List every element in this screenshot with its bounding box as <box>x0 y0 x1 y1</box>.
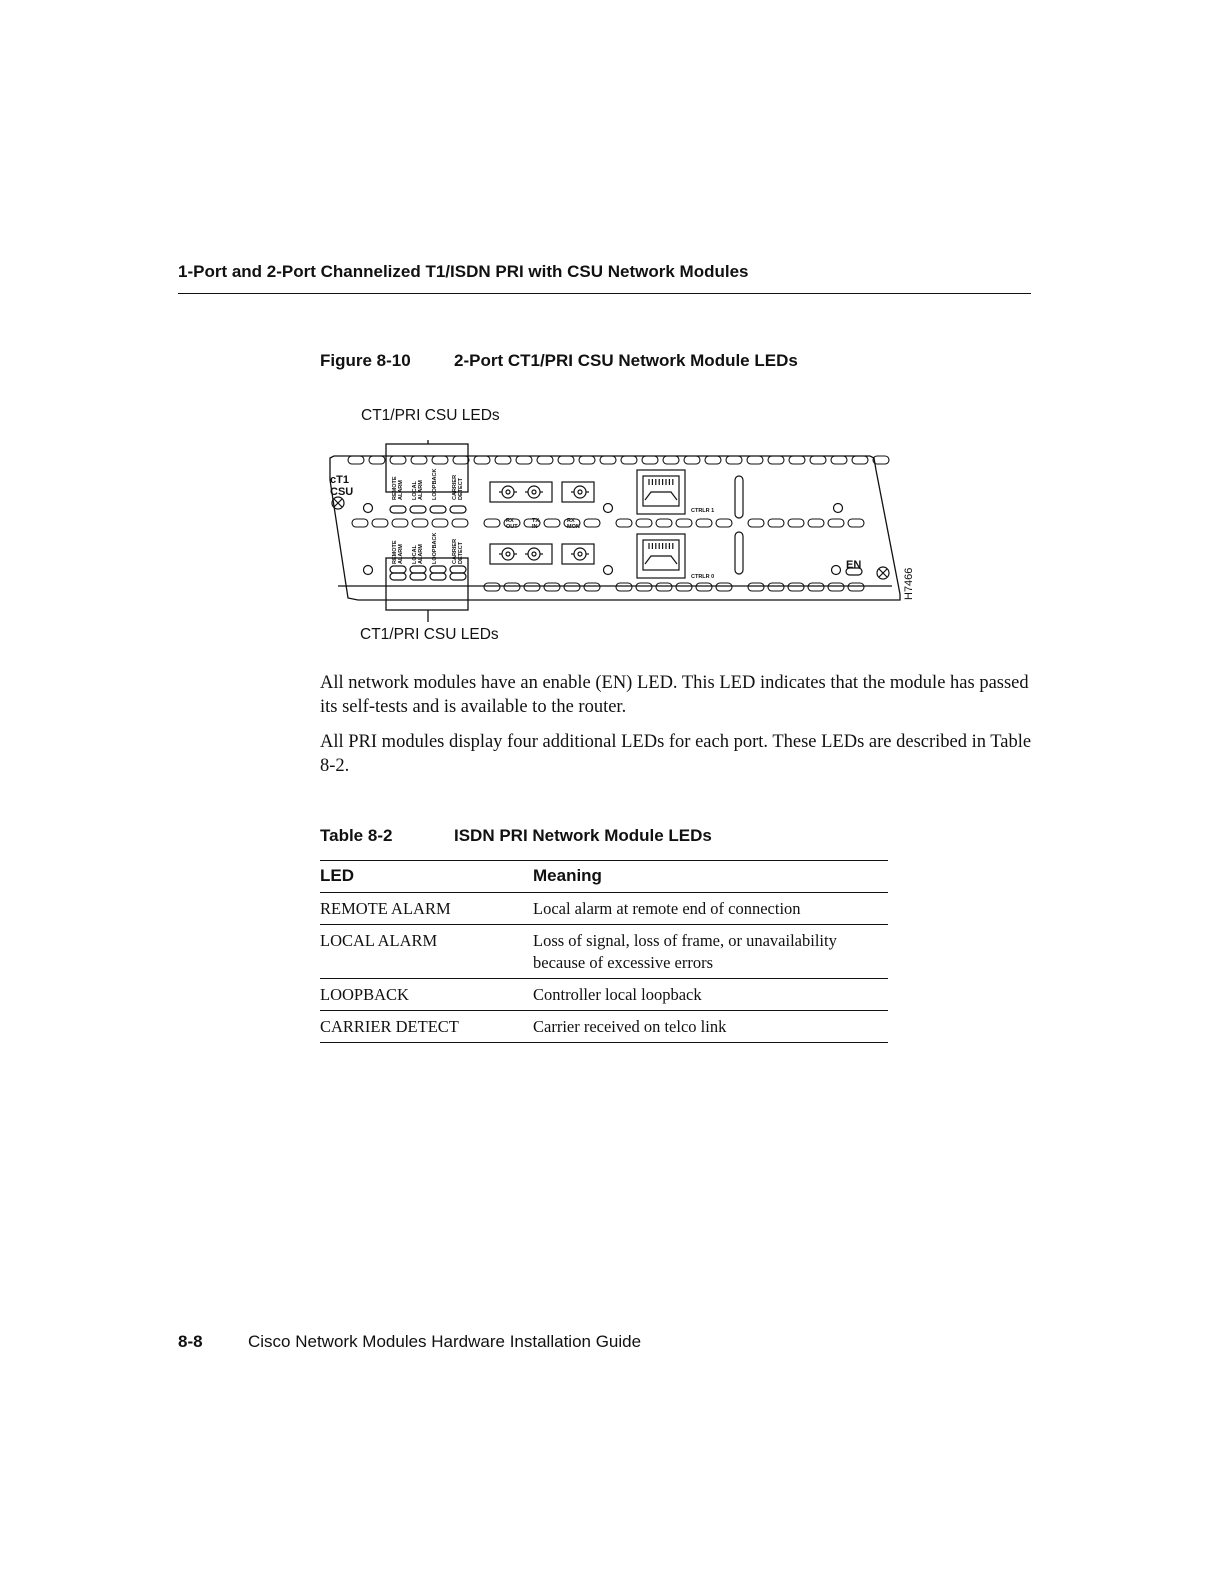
led-label: ALARM <box>398 480 404 500</box>
vent-slot <box>495 456 511 464</box>
vent-slot <box>636 519 652 527</box>
vent-slot <box>642 456 658 464</box>
led-indicator <box>430 573 446 580</box>
vent-slot <box>705 456 721 464</box>
vent-slot <box>390 456 406 464</box>
bnc-connector <box>528 548 540 560</box>
vent-slot <box>828 583 844 591</box>
vent-slot <box>484 519 500 527</box>
vent-slot <box>474 456 490 464</box>
vent-slot <box>810 456 826 464</box>
running-header: 1-Port and 2-Port Channelized T1/ISDN PRI with CSU Network Modules <box>178 262 749 281</box>
led-label: ALARM <box>398 544 404 564</box>
led-label: DETECT <box>458 478 464 500</box>
vent-slot <box>748 519 764 527</box>
led-label: DETECT <box>458 542 464 564</box>
vent-slot <box>484 583 500 591</box>
vent-slot <box>656 583 672 591</box>
vent-slot <box>432 456 448 464</box>
bnc-label: IN <box>532 524 538 530</box>
mounting-hole <box>364 504 373 513</box>
vent-slot <box>663 456 679 464</box>
vent-slot <box>452 519 468 527</box>
vent-slot <box>616 519 632 527</box>
callout-top-label: CT1/PRI CSU LEDs <box>361 407 500 424</box>
figure-caption <box>320 351 798 371</box>
vent-slot <box>600 456 616 464</box>
cell-meaning: Local alarm at remote end of connection <box>533 893 888 925</box>
table-number: Table 8-2 <box>320 826 393 845</box>
vent-slot <box>656 519 672 527</box>
led-label: LOOPBACK <box>432 468 438 500</box>
vent-slot <box>616 583 632 591</box>
led-indicator <box>390 566 406 573</box>
vent-slot <box>369 456 385 464</box>
mounting-hole <box>834 504 843 513</box>
vent-slot <box>831 456 847 464</box>
led-label: LOOPBACK <box>432 532 438 564</box>
cell-led: LOCAL ALARM <box>320 925 533 979</box>
led-label: REMOTE <box>392 476 398 500</box>
vent-slot <box>696 583 712 591</box>
callout-bottom-label: CT1/PRI CSU LEDs <box>360 626 499 643</box>
slot-rail <box>735 532 743 574</box>
mounting-hole <box>832 566 841 575</box>
vent-slot <box>392 519 408 527</box>
paragraph-pri-leds: All PRI modules display four additional LEDs for each port. These LEDs are described in Table 8-2. <box>320 732 1032 776</box>
vent-slot <box>516 456 532 464</box>
cell-led: LOOPBACK <box>320 979 533 1011</box>
vent-slot <box>411 456 427 464</box>
vent-slot <box>828 519 844 527</box>
table-header-row <box>320 861 888 893</box>
faceplate-slots <box>348 456 889 591</box>
vent-slot <box>726 456 742 464</box>
led-label: ALARM <box>418 480 424 500</box>
mounting-hole <box>364 566 373 575</box>
bnc-pin <box>506 552 510 556</box>
bnc-label: RX <box>567 518 575 524</box>
vent-slot <box>808 519 824 527</box>
vent-slot <box>676 519 692 527</box>
faceplate-outline <box>330 456 900 600</box>
vent-slot <box>768 583 784 591</box>
led-indicator <box>450 566 466 573</box>
cell-meaning: Carrier received on telco link <box>533 1011 888 1043</box>
vent-slot <box>768 519 784 527</box>
led-indicator <box>390 573 406 580</box>
header-meaning: Meaning <box>533 861 888 893</box>
vent-slot <box>621 456 637 464</box>
paragraph-enable-led: All network modules have an enable (EN) LED. This LED indicates that the module has passed its self-tests and is available to the router. <box>320 673 1029 717</box>
table-row <box>320 893 888 925</box>
vent-slot <box>684 456 700 464</box>
header-led: LED <box>320 861 533 893</box>
page-number: 8-8 <box>178 1332 203 1351</box>
vent-slot <box>636 583 652 591</box>
bnc-connector <box>574 486 586 498</box>
led-indicator <box>450 506 466 513</box>
vent-slot <box>848 583 864 591</box>
led-label: CARRIER <box>452 474 458 500</box>
vent-slot <box>584 583 600 591</box>
vent-slot <box>768 456 784 464</box>
bnc-label: OUT <box>506 524 518 530</box>
bnc-pin <box>578 552 582 556</box>
vent-slot <box>504 583 520 591</box>
bnc-pin <box>506 490 510 494</box>
figure-title: 2-Port CT1/PRI CSU Network Module LEDs <box>454 351 798 370</box>
vent-slot <box>716 583 732 591</box>
bnc-pin <box>578 490 582 494</box>
vent-slot <box>524 583 540 591</box>
network-module-figure <box>318 440 918 626</box>
vent-slot <box>788 519 804 527</box>
vent-slot <box>348 456 364 464</box>
cell-meaning: Loss of signal, loss of frame, or unavailability because of excessive errors <box>533 925 888 979</box>
vent-slot <box>747 456 763 464</box>
module-label-csu: CSU <box>330 486 354 498</box>
art-id: H7466 <box>903 567 915 600</box>
led-indicator <box>430 506 446 513</box>
table-title: ISDN PRI Network Module LEDs <box>454 826 712 845</box>
header-rule <box>178 293 1031 294</box>
led-indicator <box>430 566 446 573</box>
table-row <box>320 1011 888 1043</box>
bnc-connector <box>502 548 514 560</box>
vent-slot <box>716 519 732 527</box>
vent-slot <box>352 519 368 527</box>
table-row <box>320 979 888 1011</box>
bnc-label: MON <box>567 524 580 530</box>
bnc-pin <box>532 552 536 556</box>
module-label-ct1: cT1 <box>330 474 349 486</box>
vent-slot <box>432 519 448 527</box>
vent-slot <box>696 519 712 527</box>
vent-slot <box>564 583 580 591</box>
led-indicator <box>390 506 406 513</box>
vent-slot <box>544 583 560 591</box>
book-title: Cisco Network Modules Hardware Installation Guide <box>248 1332 642 1351</box>
vent-slot <box>788 583 804 591</box>
led-label: CARRIER <box>452 538 458 564</box>
vent-slot <box>537 456 553 464</box>
vent-slot <box>676 583 692 591</box>
bnc-connector <box>502 486 514 498</box>
bnc-pin <box>532 490 536 494</box>
led-table <box>320 860 888 1043</box>
vent-slot <box>789 456 805 464</box>
led-indicator <box>410 566 426 573</box>
bnc-label: RX <box>506 518 514 524</box>
bnc-connector <box>574 548 586 560</box>
port-label-ctrlr0: CTRLR 0 <box>691 574 715 580</box>
vent-slot <box>748 583 764 591</box>
bnc-label: TX <box>532 518 540 524</box>
led-label: REMOTE <box>392 540 398 564</box>
vent-slot <box>848 519 864 527</box>
vent-slot <box>558 456 574 464</box>
vent-slot <box>584 519 600 527</box>
vent-slot <box>852 456 868 464</box>
cell-led: REMOTE ALARM <box>320 893 533 925</box>
cell-led: CARRIER DETECT <box>320 1011 533 1043</box>
table-caption <box>320 826 712 846</box>
bnc-connector <box>528 486 540 498</box>
mounting-hole <box>604 504 613 513</box>
vent-slot <box>453 456 469 464</box>
led-label: LOCAL <box>412 545 418 564</box>
port-label-ctrlr1: CTRLR 1 <box>691 508 715 514</box>
vent-slot <box>544 519 560 527</box>
led-label: ALARM <box>418 544 424 564</box>
led-indicator <box>410 573 426 580</box>
vent-slot <box>808 583 824 591</box>
vent-slot <box>412 519 428 527</box>
slot-rail <box>735 476 743 518</box>
cell-meaning: Controller local loopback <box>533 979 888 1011</box>
table-row <box>320 925 888 979</box>
enable-label: EN <box>846 559 862 571</box>
mounting-hole <box>604 566 613 575</box>
led-indicator <box>450 573 466 580</box>
figure-number: Figure 8-10 <box>320 351 411 370</box>
vent-slot <box>579 456 595 464</box>
vent-slot <box>372 519 388 527</box>
led-label: LOCAL <box>412 481 418 500</box>
led-indicator <box>410 506 426 513</box>
